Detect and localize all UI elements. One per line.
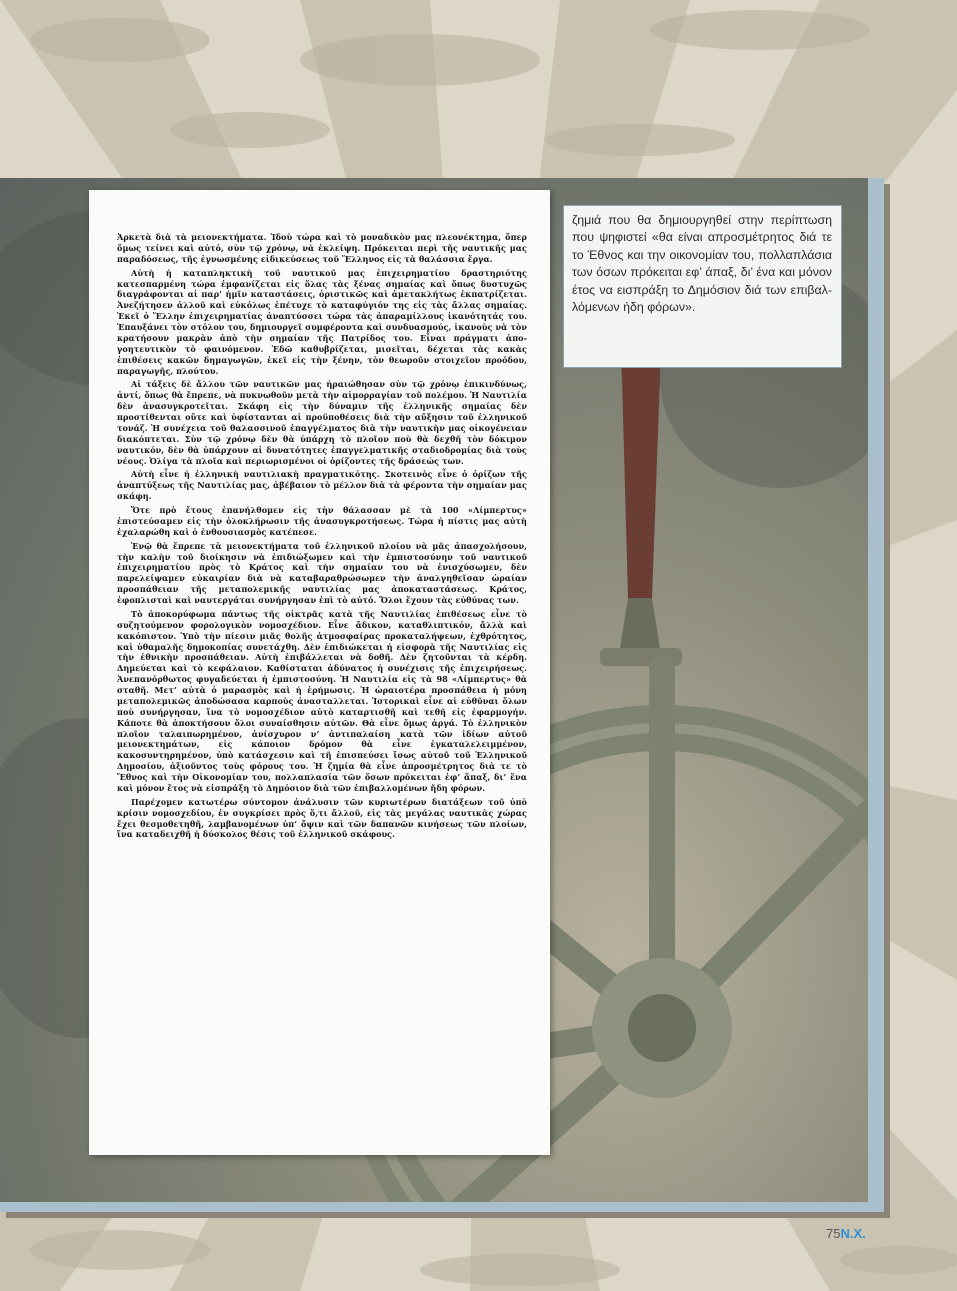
caption-text: ζημιά που θα δημιουργηθεί στην περίπτωση που ψηφιστεί «θα είναι απροσμέτρητος διά τε το Έθνος και την οικονομίαν του, πολλαπλάσια των όσων πρόκειται εφ’ άπαξ, δι’ ένα και μόνον έτος να εισπράξη το Δημόσιον διά των επιβαλλόμενων ήδη φόρων». <box>572 213 832 315</box>
scan-paragraph: Ἐνῷ θὰ ἔπρεπε τὰ μειονεκτήματα τοῦ ἑλληνικοῦ πλοίου νὰ μᾶς ἀπασχολήσουν, τὴν καλὴν τοῦ διοίκησιν νὰ ἐπιδιώξωμεν καὶ τὴν ἐμπιστοσύνην τοῦ ναυτικοῦ ἐπιχειρηματίου πρὸς τὸ Κράτος καὶ τὴν σημαίαν του νὰ ἐνισχύσωμεν, δὲν παρελείψαμεν εὐκαιρίαν διὰ νὰ καταβαραθρώσωμεν τὴν ἀναλγηθεῖσαν ὡραίαν προσπάθειαν τῆς μεταπολεμικῆς ναυτιλίας μας ἀποκαταστάσεως. Κράτος, ἐφοπλισταὶ καὶ ναυτεργάται συνήργησαν ἐπὶ τὸ αὐτό. Ὅλοι ἔχουν τὰς εὐθύνας των. <box>117 540 527 605</box>
scan-paragraph: Αὐτὴ εἶνε ἡ ἑλληνικὴ ναυτιλιακὴ πραγματικότης. Σκοτεινὸς εἶνε ὁ ὁρίζων τῆς ἀναπτύξεως τῆς Ναυτιλίας μας, ἀβέβαιον τὸ μέλλον διὰ τὰ φέροντα τὴν σημαίαν μας σκάφη. <box>117 469 527 502</box>
scanned-article-text <box>117 232 527 843</box>
page-number-value: 75 <box>826 1226 841 1241</box>
page-number <box>826 1226 866 1241</box>
panel-edge <box>868 178 884 1212</box>
scan-paragraph: Τὸ ἀποκορύφωμα πάντως τῆς οἰκτρᾶς κατὰ τῆς Ναυτιλίας ἐπιθέσεως εἶνε τὸ συζητούμενον φορολογικὸν νομοσχέδιον. Εἶνε ἄδικον, καταθλιπτικόν, ἄλλὰ καὶ κακόπιστον. Ὑπὸ τὴν πίεσιν μιᾶς θολῆς ἀτμοσφαίρας προκαταλήψεων, ἐχθρότητος, καὶ ὑθαμαλῆς δημοκοπίας συνετάχθη. Δὲν ἐπιδιώκεται ἡ εἰσφορὰ τῆς Ναυτιλίας εἰς τὴν ἐθνικὴν προσπάθειαν. Αὐτὴ ἐπιβάλλεται νὰ δοθῆ. Δὲν ζητοῦνται τὰ κέρδη. Δημεύεται καὶ τὸ κεφάλαιον. Καθίσταται ἀδύνατος ἡ συνέχισις τῆς ἐπιχειρήσεως. Ἀνεπανόρθωτος φυγαδεύεται ἡ ἐμπιστοσύνη. Ἡ Ναυτιλία εἰς τὰ 98 «Λίμπερτυς» θὰ σταθῆ. Μετ’ αὐτὰ ὁ μαρασμὸς καὶ ἡ ἐρήμωσις. Ἡ ὡραιοτέρα προσπάθεια ἡ μόνη μεταπολεμικῶς ἀποδώσασα καρποὺς ἀνασταλλεται. Ἱστορικαὶ εἶνε αἱ εὐθῦναι ὅλων ποὺ συνήργησαν, ἵνα τὸ νομοσχέδιον αὐτὸ καταρτισθῆ καὶ τεθῆ εἰς ἐφαρμογήν. Κάποτε θὰ ἀποκτήσουν ὅλοι συναίσθησιν αὐτῶν. Θὰ εἶνε ὅμως ἀργά. Τὸ ἑλληνικὸν πλοῖον ταλαιπωρημένον, ἀνίσχυρον ν’ ἀντιπαλαίση κατὰ τῶν ἰδίων αὐτοῦ μειονεκτημάτων, εἰς κάποιον δρόμον θὰ εἶνε ἐγκαταλελειμμένον, κακοσυντηρημένον, ὑπὸ κατάσχεσιν καὶ τῆ ἐπισπεύσει ἴσως αὐτοῦ τοῦ Ἑλληνικοῦ Δημοσίου, ἀξιοῦντος τοὺς φόρους του. Ἡ ζημία θὰ εἶνε ἀπροσμέτρητος διὰ τε τὸ Ἔθνος καὶ τὴν Οἰκονομίαν του, πολλαπλασία τῶν ὅσων πρόκειται ἐφ’ ἅπαξ, δι’ ἕνα καὶ μόνον ἔτος νὰ εἰσπράξη τὸ Δημόσιον διὰ τῶν ἐπιβαλλομένων ἤδη φόρων. <box>117 608 527 793</box>
scan-paragraph: Ὅτε πρὸ ἔτους ἐπανήλθομεν εἰς τὴν θάλασσαν μὲ τὰ 100 «Λίμπερτυς» ἐπιστεύσαμεν εἰς τὴν ὁλοκλήρωσιν τῆς ἀνασυγκροτήσεως. Τώρα ἡ πίστις μας αὐτὴ ἐχαλαρώθη καὶ ὁ ἐνθουσιασμὸς κατέπεσε. <box>117 505 527 537</box>
scanned-article <box>89 190 550 1155</box>
panel-edge-bottom <box>0 1202 884 1212</box>
scan-paragraph: Αἱ τάξεις δὲ ἄλλου τῶν ναυτικῶν μας ἠραιώθησαν σὺν τῷ χρόνῳ ἐπικινδύνως, ἀντί, ὅπως θὰ ἔπρεπε, νὰ πυκνωθοῦν μετὰ τὴν αἱμορραγίαν τοῦ πολέμου. Ἡ Ναυτιλία δὲν ἀνασυγκροτεῖται. Σκάφη εἰς τὴν δύναμιν τῆς ἑλληνικῆς σημαίας δὲν προστίθενται οὔτε καὶ ὑφίστανται αἱ προϋποθέσεις διὰ τὴν αὔξησιν τοῦ ἑλληνικοῦ τονάζ. Ἡ συνέχεια τοῦ θαλασσινοῦ ἐπαγγέλματος διὰ τὴν ναυτικὴν μας οἰκογένειαν διακόπτεται. Σὺν τῷ χρόνῳ δὲν θὰ ὑπάρχη τὸ πλοῖον ποὺ θὰ δεχθῆ τὸν δόκιμον ναυτικόν, δὲν θὰ ὑπάρχουν αἱ δυνατότητες ἐπαγγελματικῆς σταδιοδρομίας διὰ τοὺς νέους. Ὀλίγα τὰ πλοῖα καὶ περιωρισμένοι οἱ ὁρίζοντες τῆς δράσεώς των. <box>117 379 527 466</box>
magazine-brand: N.X. <box>840 1226 866 1241</box>
scan-paragraph: Παρέχομεν κατωτέρω σύντομον ἀνάλυσιν τῶν κυριωτέρων διατάξεων τοῦ ὑπὸ κρίσιν νομοσχεδίου, ἐν συγκρίσει πρὸς ὅ,τι ἄλλοῦ, εἰς τὰς μεγάλας ναυτικὰς χώρας ἔχει θεσμοθετηθῆ, λαμβανομένων ὑπ’ ὄψιν καὶ τῶν δαπανῶν κινήσεως τῶν πλοίων, ἵνα καταδειχθῆ ἡ δύσκολος θέσις τοῦ ἑλληνικοῦ σκάφους. <box>117 796 527 840</box>
scan-paragraph: Ἀρκετὰ διὰ τὰ μειονεκτήματα. Ἰδοὺ τώρα καὶ τὸ μοναδικὸν μας πλεονέκτημα, ὅπερ ὅμως τείνει καὶ αὐτό, σὺν τῷ χρόνῳ, νὰ ἐκλείψη. Πρόκειται περὶ τῆς ναυτικῆς μας παραδόσεως, τῆς ἐγνωσμένης εἰδικεύσεως τοῦ Ἕλληνος εἰς τὰ θαλάσσια ἔργα. <box>117 232 527 264</box>
scan-paragraph: Αὐτὴ ἡ καταπληκτικὴ τοῦ ναυτικοῦ μας ἐπιχειρηματίου δραστηριότης κατεσπαρμένη τώρα ἐμφανίζεται εἰς ὅλας τὰς ξένας σημαίας καὶ ὅπως δυστυχῶς διαγράφονται αἱ παρ’ ἡμῖν καταστάσεις, ὁριστικῶς καὶ ἀμετακλήτως ἐκπατρίζεται. Ἀνεζήτησεν ἀλλοῦ καὶ εὐκόλως ἐπέτυχε τὸ καταφύγιόν της εἰς τὰς ἄλλας σημαίας. Ἐκεῖ ὁ Ἕλλην ἐπιχειρηματίας ἀναπτύσσει τώρα τὰς ἀπαραμίλλους ἱκανότητάς του. Ἐπαυξάνει τὸν στόλον του, δημιουργεῖ συμφέροντα καὶ συνδυασμούς, ἱκανοὺς νὰ τὸν κρατήσουν μακρὰν ἀπὸ τὴν σημαίαν τῆς Πατρίδος του. Εἶναι πράγματι ἀπογοητευτικὸν τὸ φαινόμενον. Ἐδῶ καθυβρίζεται, μισεῖται, δέχεται τὰς κακὰς ἐπιθέσεις κακῶν δημαγωγῶν, ἐκεῖ εἰς τὴν ξένην, τὸν θεωροῦν στοιχεῖον προόδου, παραγωγῆς, πλούτου. <box>117 267 527 376</box>
caption-box <box>563 205 842 368</box>
